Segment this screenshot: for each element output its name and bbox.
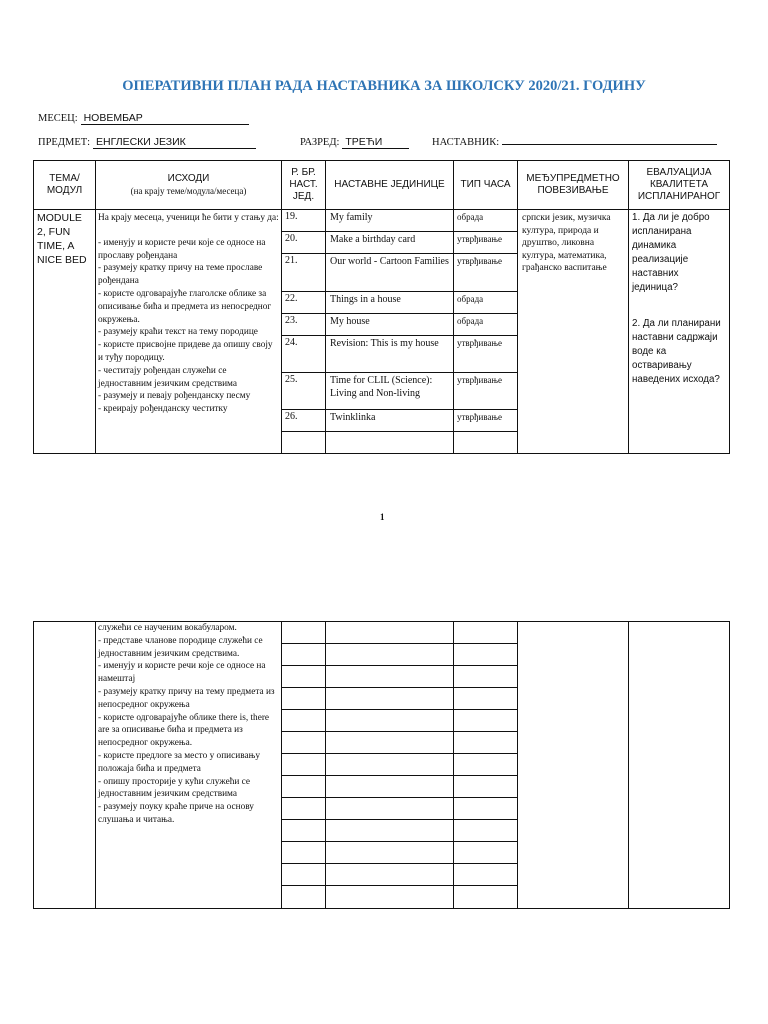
- month-line: [38, 112, 249, 125]
- col-number: Р. БР. НАСТ. ЈЕД.: [282, 161, 326, 210]
- month-value: НОВЕМБАР: [81, 112, 249, 125]
- row-number: 22.: [282, 292, 326, 314]
- table-header-row: [34, 161, 730, 210]
- teacher-value: [502, 144, 717, 145]
- row-unit: Our world - Cartoon Families: [326, 254, 454, 292]
- row-type: утврђивање: [454, 254, 518, 292]
- plan-table: [33, 160, 730, 454]
- row-unit: Things in a house: [326, 292, 454, 314]
- outcome-item: - именују и користе речи које се односе на намештај: [98, 661, 266, 685]
- row-number: [282, 732, 326, 754]
- col-eval: ЕВАЛУАЦИЈА КВАЛИТЕТА ИСПЛАНИРАНОГ: [629, 161, 730, 210]
- row-number: [282, 798, 326, 820]
- row-type: [454, 864, 518, 886]
- subject-line: [38, 136, 256, 149]
- col-units: НАСТАВНЕ ЈЕДИНИЦЕ: [326, 161, 454, 210]
- outcome-item: - користе присвојне придеве да опишу своју и туђу породицу.: [98, 340, 273, 363]
- eval-cell: [629, 622, 730, 909]
- module-cell: [34, 622, 96, 909]
- grade-line: [300, 136, 409, 149]
- row-type: обрада: [454, 292, 518, 314]
- outcome-item: - користе предлоге за место у описивању положаја бића и предмета: [98, 750, 261, 774]
- row-unit: [326, 820, 454, 842]
- row-unit: Make a birthday card: [326, 232, 454, 254]
- subject-label: ПРЕДМЕТ:: [38, 137, 91, 148]
- outcome-item: - представе чланове породице служећи се једноставним језичким средствима.: [98, 635, 263, 659]
- row-unit: [326, 842, 454, 864]
- row-type: [454, 798, 518, 820]
- row-number: 25.: [282, 373, 326, 410]
- row-unit: [326, 754, 454, 776]
- row-type: [454, 820, 518, 842]
- row-number: [282, 776, 326, 798]
- outcome-item: - користе одговарајуће глаголске облике за описивање бића и предмета из непосредног окружења.: [98, 288, 272, 325]
- row-type: [454, 710, 518, 732]
- outcomes-cell: [96, 622, 282, 909]
- grade-label: РАЗРЕД:: [300, 137, 340, 148]
- table-row: [34, 210, 730, 232]
- row-type: [454, 732, 518, 754]
- row-unit: My house: [326, 314, 454, 336]
- row-unit: [326, 798, 454, 820]
- row-number: [282, 886, 326, 909]
- row-unit: [326, 666, 454, 688]
- module-cell: MODULE 2, FUN TIME, A NICE BED: [34, 210, 96, 454]
- plan-table-continued: [33, 621, 730, 909]
- row-number: [282, 644, 326, 666]
- col-outcomes-label: ИСХОДИ: [167, 172, 210, 184]
- outcome-item: - користе одговарајуће облике there is, there are за описивање бића и предмета из непосредног окружења.: [98, 712, 270, 749]
- grade-value: ТРЕЋИ: [342, 136, 409, 149]
- row-number: [282, 666, 326, 688]
- outcome-item: - опишу просторије у кући служећи се једноставним језичким средствима: [98, 776, 251, 800]
- row-number: 23.: [282, 314, 326, 336]
- row-number: [282, 688, 326, 710]
- row-type: [454, 886, 518, 909]
- row-number: 24.: [282, 336, 326, 373]
- row-number: [282, 754, 326, 776]
- col-type: ТИП ЧАСА: [454, 161, 518, 210]
- eval-cell: [629, 210, 730, 454]
- row-unit: [326, 886, 454, 909]
- row-unit: [326, 776, 454, 798]
- row-number: [282, 622, 326, 644]
- row-type: обрада: [454, 210, 518, 232]
- row-unit: [326, 732, 454, 754]
- cross-cell: [518, 622, 629, 909]
- row-type: утврђивање: [454, 410, 518, 432]
- outcome-item: - разумеју кратку причу на теме прославе рођендана: [98, 263, 263, 287]
- row-unit: [326, 622, 454, 644]
- row-type: утврђивање: [454, 373, 518, 410]
- row-number: [282, 432, 326, 454]
- row-type: обрада: [454, 314, 518, 336]
- eval-question-2: 2. Да ли планирани наставни садржаји воде ка остваривању наведених исхода?: [632, 318, 721, 385]
- row-unit: [326, 432, 454, 454]
- row-type: утврђивање: [454, 232, 518, 254]
- table-row: [34, 622, 730, 644]
- col-outcomes-sub: (на крају теме/модула/месеца): [130, 185, 247, 196]
- row-number: 21.: [282, 254, 326, 292]
- outcome-item: - именују и користе речи које се односе на прославу рођендана: [98, 237, 266, 261]
- page-number: 1: [380, 512, 385, 522]
- outcome-item: - разумеју поуку краће приче на основу слушања и читања.: [98, 802, 254, 825]
- row-unit: [326, 710, 454, 732]
- eval-question-1: 1. Да ли је добро испланирана динамика реализације наставних јединица?: [632, 212, 710, 293]
- row-unit: Time for CLIL (Science): Living and Non-living: [326, 373, 454, 410]
- outcome-item: - креирају рођенданску честитку: [98, 404, 228, 415]
- row-type: утврђивање: [454, 336, 518, 373]
- col-cross: МЕЂУПРЕДМЕТНО ПОВЕЗИВАЊЕ: [518, 161, 629, 210]
- col-theme: ТЕМА/ МОДУЛ: [34, 161, 96, 210]
- subject-value: ЕНГЛЕСКИ ЈЕЗИК: [93, 136, 256, 149]
- row-type: [454, 644, 518, 666]
- row-number: [282, 842, 326, 864]
- row-type: [454, 622, 518, 644]
- row-unit: [326, 864, 454, 886]
- row-type: [454, 842, 518, 864]
- teacher-line: [432, 136, 717, 148]
- row-type: [454, 666, 518, 688]
- row-unit: [326, 688, 454, 710]
- row-unit: Twinklinka: [326, 410, 454, 432]
- teacher-label: НАСТАВНИК:: [432, 137, 500, 148]
- document-title: ОПЕРАТИВНИ ПЛАН РАДА НАСТАВНИКА ЗА ШКОЛСКУ 2020/21. ГОДИНУ: [122, 78, 646, 94]
- row-unit: My family: [326, 210, 454, 232]
- outcomes-intro: На крају месеца, ученици ће бити у стању да:: [98, 213, 279, 223]
- row-number: 26.: [282, 410, 326, 432]
- month-label: МЕСЕЦ:: [38, 113, 78, 124]
- outcomes-cell: [96, 210, 282, 454]
- outcome-item: - честитају рођендан служећи се једноставним језичким средствима: [98, 365, 238, 389]
- row-type: [454, 432, 518, 454]
- outcome-item: - разумеју и певају рођенданску песму: [98, 391, 251, 402]
- row-number: [282, 710, 326, 732]
- row-unit: [326, 644, 454, 666]
- row-number: [282, 864, 326, 886]
- row-number: 20.: [282, 232, 326, 254]
- row-unit: Revision: This is my house: [326, 336, 454, 373]
- row-type: [454, 754, 518, 776]
- row-number: 19.: [282, 210, 326, 232]
- col-outcomes: [96, 161, 282, 210]
- row-number: [282, 820, 326, 842]
- outcome-item: - разумеју краћи текст на тему породице: [98, 327, 258, 338]
- cross-cell: српски језик, музичка култура, природа и друштво, ликовна култура, математика, грађанско васпитање: [518, 210, 629, 454]
- outcome-item: служећи се наученим вокабуларом.: [98, 623, 237, 633]
- row-type: [454, 688, 518, 710]
- outcome-item: - разумеју кратку причу на тему предмета из непосредног окружења: [98, 686, 275, 710]
- row-type: [454, 776, 518, 798]
